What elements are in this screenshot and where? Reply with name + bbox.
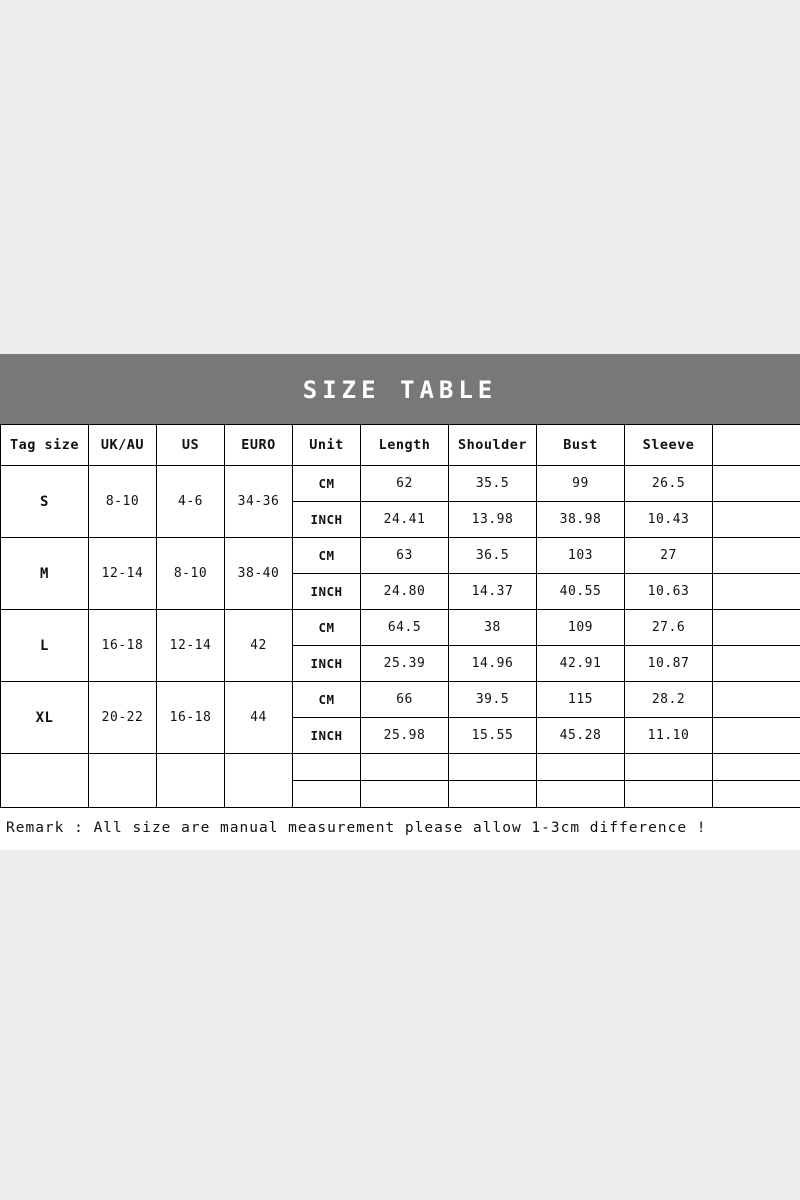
- table-header-row: [1, 425, 800, 466]
- cell-euro: 38-40: [225, 538, 293, 610]
- cell-euro: 44: [225, 682, 293, 754]
- cell-unit: INCH: [293, 718, 361, 754]
- cell-empty: [713, 781, 800, 808]
- cell-shoulder: 38: [449, 610, 537, 646]
- cell-end: [713, 682, 800, 718]
- cell-tag-size: S: [1, 466, 89, 538]
- cell-end: [713, 718, 800, 754]
- cell-empty: [157, 754, 225, 808]
- table-row: [1, 466, 800, 502]
- column-header-uk-au: UK/AU: [89, 425, 157, 466]
- cell-euro: 42: [225, 610, 293, 682]
- cell-empty: [89, 754, 157, 808]
- cell-empty: [361, 754, 449, 781]
- cell-empty: [225, 754, 293, 808]
- cell-unit: CM: [293, 538, 361, 574]
- table-row: [1, 610, 800, 646]
- cell-sleeve: 11.10: [625, 718, 713, 754]
- cell-shoulder: 14.96: [449, 646, 537, 682]
- cell-end: [713, 646, 800, 682]
- cell-empty: [361, 781, 449, 808]
- cell-empty: [449, 754, 537, 781]
- cell-sleeve: 10.63: [625, 574, 713, 610]
- cell-empty: [1, 754, 89, 808]
- remark-text: Remark : All size are manual measurement please allow 1-3cm difference !: [0, 808, 800, 850]
- table-row: [1, 682, 800, 718]
- cell-empty: [293, 781, 361, 808]
- cell-empty: [537, 754, 625, 781]
- cell-us: 4-6: [157, 466, 225, 538]
- cell-unit: CM: [293, 466, 361, 502]
- column-header-end: [713, 425, 800, 466]
- cell-end: [713, 610, 800, 646]
- cell-us: 8-10: [157, 538, 225, 610]
- cell-us: 12-14: [157, 610, 225, 682]
- cell-unit: INCH: [293, 502, 361, 538]
- column-header-us: US: [157, 425, 225, 466]
- cell-unit: INCH: [293, 574, 361, 610]
- column-header-unit: Unit: [293, 425, 361, 466]
- cell-empty: [293, 754, 361, 781]
- column-header-tag-size: Tag size: [1, 425, 89, 466]
- cell-length: 25.39: [361, 646, 449, 682]
- cell-length: 63: [361, 538, 449, 574]
- cell-bust: 109: [537, 610, 625, 646]
- cell-shoulder: 13.98: [449, 502, 537, 538]
- cell-end: [713, 538, 800, 574]
- cell-sleeve: 10.43: [625, 502, 713, 538]
- cell-empty: [449, 781, 537, 808]
- cell-end: [713, 466, 800, 502]
- cell-bust: 115: [537, 682, 625, 718]
- cell-length: 24.80: [361, 574, 449, 610]
- cell-bust: 45.28: [537, 718, 625, 754]
- cell-sleeve: 10.87: [625, 646, 713, 682]
- cell-euro: 34-36: [225, 466, 293, 538]
- size-table-block: [0, 354, 800, 850]
- cell-bust: 40.55: [537, 574, 625, 610]
- cell-length: 64.5: [361, 610, 449, 646]
- cell-end: [713, 574, 800, 610]
- cell-empty: [625, 781, 713, 808]
- cell-shoulder: 14.37: [449, 574, 537, 610]
- column-header-shoulder: Shoulder: [449, 425, 537, 466]
- cell-shoulder: 39.5: [449, 682, 537, 718]
- cell-sleeve: 28.2: [625, 682, 713, 718]
- cell-shoulder: 36.5: [449, 538, 537, 574]
- cell-bust: 42.91: [537, 646, 625, 682]
- cell-sleeve: 27.6: [625, 610, 713, 646]
- cell-length: 62: [361, 466, 449, 502]
- cell-length: 24.41: [361, 502, 449, 538]
- cell-bust: 103: [537, 538, 625, 574]
- cell-bust: 38.98: [537, 502, 625, 538]
- cell-shoulder: 15.55: [449, 718, 537, 754]
- cell-tag-size: XL: [1, 682, 89, 754]
- cell-empty: [537, 781, 625, 808]
- cell-unit: CM: [293, 682, 361, 718]
- cell-us: 16-18: [157, 682, 225, 754]
- cell-uk-au: 20-22: [89, 682, 157, 754]
- cell-length: 66: [361, 682, 449, 718]
- cell-unit: CM: [293, 610, 361, 646]
- cell-end: [713, 502, 800, 538]
- cell-sleeve: 26.5: [625, 466, 713, 502]
- table-row-empty: [1, 754, 800, 781]
- size-table-title: SIZE TABLE: [0, 354, 800, 424]
- cell-empty: [625, 754, 713, 781]
- column-header-euro: EURO: [225, 425, 293, 466]
- cell-shoulder: 35.5: [449, 466, 537, 502]
- column-header-sleeve: Sleeve: [625, 425, 713, 466]
- column-header-length: Length: [361, 425, 449, 466]
- cell-tag-size: L: [1, 610, 89, 682]
- column-header-bust: Bust: [537, 425, 625, 466]
- cell-bust: 99: [537, 466, 625, 502]
- size-table: [0, 424, 800, 808]
- cell-tag-size: M: [1, 538, 89, 610]
- table-row: [1, 538, 800, 574]
- cell-unit: INCH: [293, 646, 361, 682]
- cell-empty: [713, 754, 800, 781]
- cell-uk-au: 16-18: [89, 610, 157, 682]
- cell-uk-au: 8-10: [89, 466, 157, 538]
- cell-uk-au: 12-14: [89, 538, 157, 610]
- cell-sleeve: 27: [625, 538, 713, 574]
- cell-length: 25.98: [361, 718, 449, 754]
